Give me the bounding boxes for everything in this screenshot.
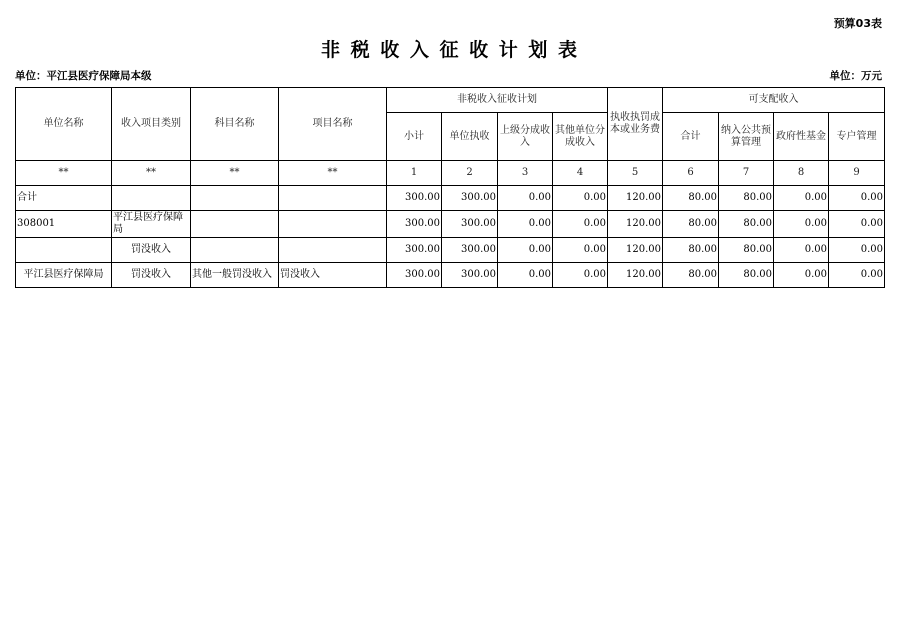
cell-gov-fund: 0.00	[774, 263, 829, 288]
cell-income-category: 罚没收入	[112, 238, 191, 263]
cell-public-budget: 80.00	[719, 186, 774, 211]
index-cell: 9	[829, 161, 885, 186]
cell-special-account: 0.00	[829, 211, 885, 238]
cell-subtotal: 300.00	[387, 186, 442, 211]
header-special-account: 专户管理	[829, 113, 885, 161]
header-public-budget: 纳入公共预算管理	[719, 113, 774, 161]
index-cell: 5	[608, 161, 663, 186]
cell-subtotal: 300.00	[387, 211, 442, 238]
cell-public-budget: 80.00	[719, 238, 774, 263]
cell-total: 80.00	[663, 238, 719, 263]
cell-unit-collection: 300.00	[442, 238, 498, 263]
cell-cost: 120.00	[608, 238, 663, 263]
unit-label: 单位：平江县医疗保障局本级	[15, 70, 152, 82]
header-gov-fund: 政府性基金	[774, 113, 829, 161]
cell-income-category: 平江县医疗保障局	[112, 211, 191, 238]
page-title: 非 税 收 入 征 收 计 划 表	[321, 39, 579, 61]
cell-other-share: 0.00	[553, 211, 608, 238]
cell-other-share: 0.00	[553, 263, 608, 288]
cell-superior-share: 0.00	[498, 238, 553, 263]
cell-project-name	[279, 186, 387, 211]
table-row-total	[16, 186, 885, 211]
cell-unit-collection: 300.00	[442, 211, 498, 238]
cell-income-category: 罚没收入	[112, 263, 191, 288]
header-total: 合计	[663, 113, 719, 161]
cell-total: 80.00	[663, 211, 719, 238]
cell-subtotal: 300.00	[387, 263, 442, 288]
header-superior-share: 上级分成收入	[498, 113, 553, 161]
cell-total: 80.00	[663, 263, 719, 288]
cell-gov-fund: 0.00	[774, 186, 829, 211]
index-cell: 4	[553, 161, 608, 186]
header-disposable-group: 可支配收入	[663, 88, 885, 113]
index-row	[16, 161, 885, 186]
header-project-name: 项目名称	[279, 88, 387, 161]
cell-income-category	[112, 186, 191, 211]
index-cell: **	[191, 161, 279, 186]
header-row	[16, 88, 885, 113]
cell-project-name	[279, 211, 387, 238]
cell-superior-share: 0.00	[498, 211, 553, 238]
cell-superior-share: 0.00	[498, 186, 553, 211]
cell-other-share: 0.00	[553, 186, 608, 211]
cell-superior-share: 0.00	[498, 263, 553, 288]
currency-unit: 单位：万元	[829, 70, 882, 82]
cell-unit-collection: 300.00	[442, 263, 498, 288]
index-cell: 6	[663, 161, 719, 186]
header-other-share: 其他单位分成收入	[553, 113, 608, 161]
cell-project-name: 罚没收入	[279, 263, 387, 288]
index-cell: 3	[498, 161, 553, 186]
cell-special-account: 0.00	[829, 263, 885, 288]
index-cell: **	[16, 161, 112, 186]
cell-subject-name	[191, 186, 279, 211]
cell-total: 80.00	[663, 186, 719, 211]
cell-cost: 120.00	[608, 186, 663, 211]
cell-unit-collection: 300.00	[442, 186, 498, 211]
form-code: 预算03表	[833, 17, 882, 30]
cell-unit-name	[16, 238, 112, 263]
cell-subject-name	[191, 238, 279, 263]
header-subtotal: 小计	[387, 113, 442, 161]
cell-special-account: 0.00	[829, 238, 885, 263]
cell-subject-name	[191, 211, 279, 238]
cell-other-share: 0.00	[553, 238, 608, 263]
cell-gov-fund: 0.00	[774, 211, 829, 238]
header-unit-name: 单位名称	[16, 88, 112, 161]
cell-special-account: 0.00	[829, 186, 885, 211]
index-cell: 1	[387, 161, 442, 186]
cell-project-name	[279, 238, 387, 263]
index-cell: **	[112, 161, 191, 186]
header-plan-group: 非税收入征收计划	[387, 88, 608, 113]
cell-cost: 120.00	[608, 263, 663, 288]
cell-public-budget: 80.00	[719, 211, 774, 238]
cell-cost: 120.00	[608, 211, 663, 238]
non-tax-plan-table	[15, 87, 885, 288]
header-unit-collection: 单位执收	[442, 113, 498, 161]
table-row	[16, 238, 885, 263]
cell-subtotal: 300.00	[387, 238, 442, 263]
cell-unit-name: 308001	[16, 211, 112, 238]
header-subject-name: 科目名称	[191, 88, 279, 161]
cell-unit-name: 合计	[16, 186, 112, 211]
index-cell: 7	[719, 161, 774, 186]
table-row	[16, 263, 885, 288]
cell-subject-name: 其他一般罚没收入	[191, 263, 279, 288]
cell-unit-name: 平江县医疗保障局	[16, 263, 112, 288]
table-row	[16, 211, 885, 238]
header-income-category: 收入项目类别	[112, 88, 191, 161]
index-cell: 8	[774, 161, 829, 186]
cell-gov-fund: 0.00	[774, 238, 829, 263]
index-cell: 2	[442, 161, 498, 186]
cell-public-budget: 80.00	[719, 263, 774, 288]
index-cell: **	[279, 161, 387, 186]
header-cost: 执收执罚成本或业务费	[608, 88, 663, 161]
